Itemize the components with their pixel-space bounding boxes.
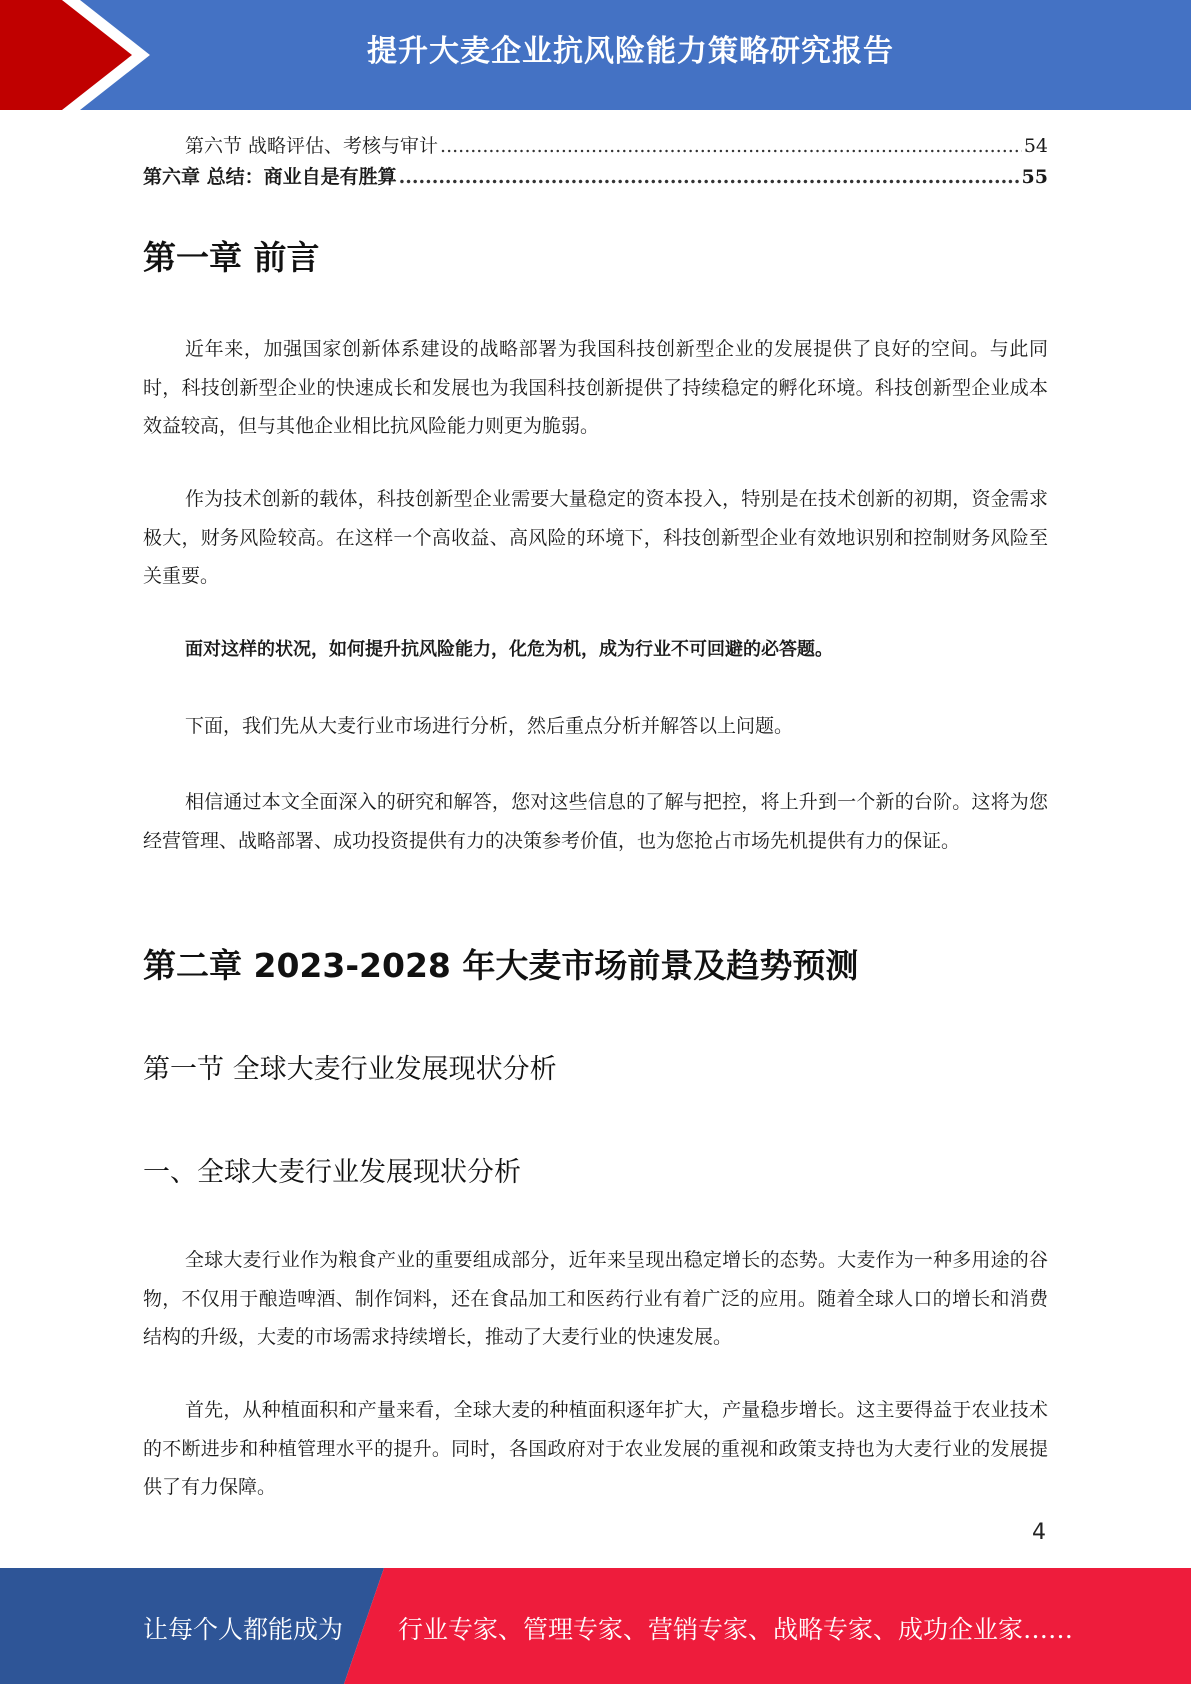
page-number: 4: [1032, 1520, 1046, 1545]
section-heading: 第一节 全球大麦行业发展现状分析: [143, 1054, 557, 1085]
page-footer: [0, 1568, 1191, 1684]
body-paragraph: 全球大麦行业作为粮食产业的重要组成部分，近年来呈现出稳定增长的态势。大麦作为一种多用途的谷物，不仅用于酿造啤酒、制作饲料，还在食品加工和医药行业有着广泛的应用。随着全球人口的增长和消费结构的升级，大麦的市场需求持续增长，推动了大麦行业的快速发展。: [143, 1249, 1048, 1348]
subsection-heading: 一、全球大麦行业发展现状分析: [143, 1157, 521, 1188]
toc-dot-leader: [399, 166, 1020, 188]
toc-entry-label: 第六章 总结：商业自是有胜算: [143, 166, 397, 188]
body-paragraph: 下面，我们先从大麦行业市场进行分析，然后重点分析并解答以上问题。: [185, 715, 794, 737]
body-paragraph: 近年来，加强国家创新体系建设的战略部署为我国科技创新型企业的发展提供了良好的空间。与此同时，科技创新型企业的快速成长和发展也为我国科技创新提供了持续稳定的孵化环境。科技创新型企业成本效益较高，但与其他企业相比抗风险能力则更为脆弱。: [143, 338, 1048, 437]
chapter-heading: 第二章 2023-2028 年大麦市场前景及趋势预测: [143, 946, 859, 985]
toc-entry-page: 55: [1021, 166, 1048, 188]
toc-entry-page: 54: [1023, 135, 1048, 157]
toc-entry-label: 第六节 战略评估、考核与审计: [185, 135, 439, 157]
toc-dot-leader: [440, 135, 1022, 157]
body-paragraph: 作为技术创新的载体，科技创新型企业需要大量稳定的资本投入，特别是在技术创新的初期，资金需求极大，财务风险较高。在这样一个高收益、高风险的环境下，科技创新型企业有效地识别和控制财务风险至关重要。: [143, 488, 1048, 587]
footer-slogan-left: 让每个人都能成为: [143, 1615, 344, 1644]
chapter-heading: 第一章 前言: [143, 238, 320, 277]
toc-entry[interactable]: [143, 162, 1048, 189]
page-header: [0, 0, 1191, 110]
toc-entry[interactable]: [143, 131, 1048, 158]
emphasis-paragraph: 面对这样的状况，如何提升抗风险能力，化危为机，成为行业不可回避的必答题。: [185, 639, 833, 660]
report-title: 提升大麦企业抗风险能力策略研究报告: [367, 34, 894, 69]
body-paragraph: 相信通过本文全面深入的研究和解答，您对这些信息的了解与把控，将上升到一个新的台阶。这将为您经营管理、战略部署、成功投资提供有力的决策参考价值，也为您抢占市场先机提供有力的保证。: [143, 791, 1048, 852]
body-paragraph: 首先，从种植面积和产量来看，全球大麦的种植面积逐年扩大，产量稳步增长。这主要得益于农业技术的不断进步和种植管理水平的提升。同时，各国政府对于农业发展的重视和政策支持也为大麦行业的发展提供了有力保障。: [143, 1399, 1048, 1498]
footer-slogan-right: 行业专家、管理专家、营销专家、战略专家、成功企业家……: [398, 1615, 1074, 1644]
